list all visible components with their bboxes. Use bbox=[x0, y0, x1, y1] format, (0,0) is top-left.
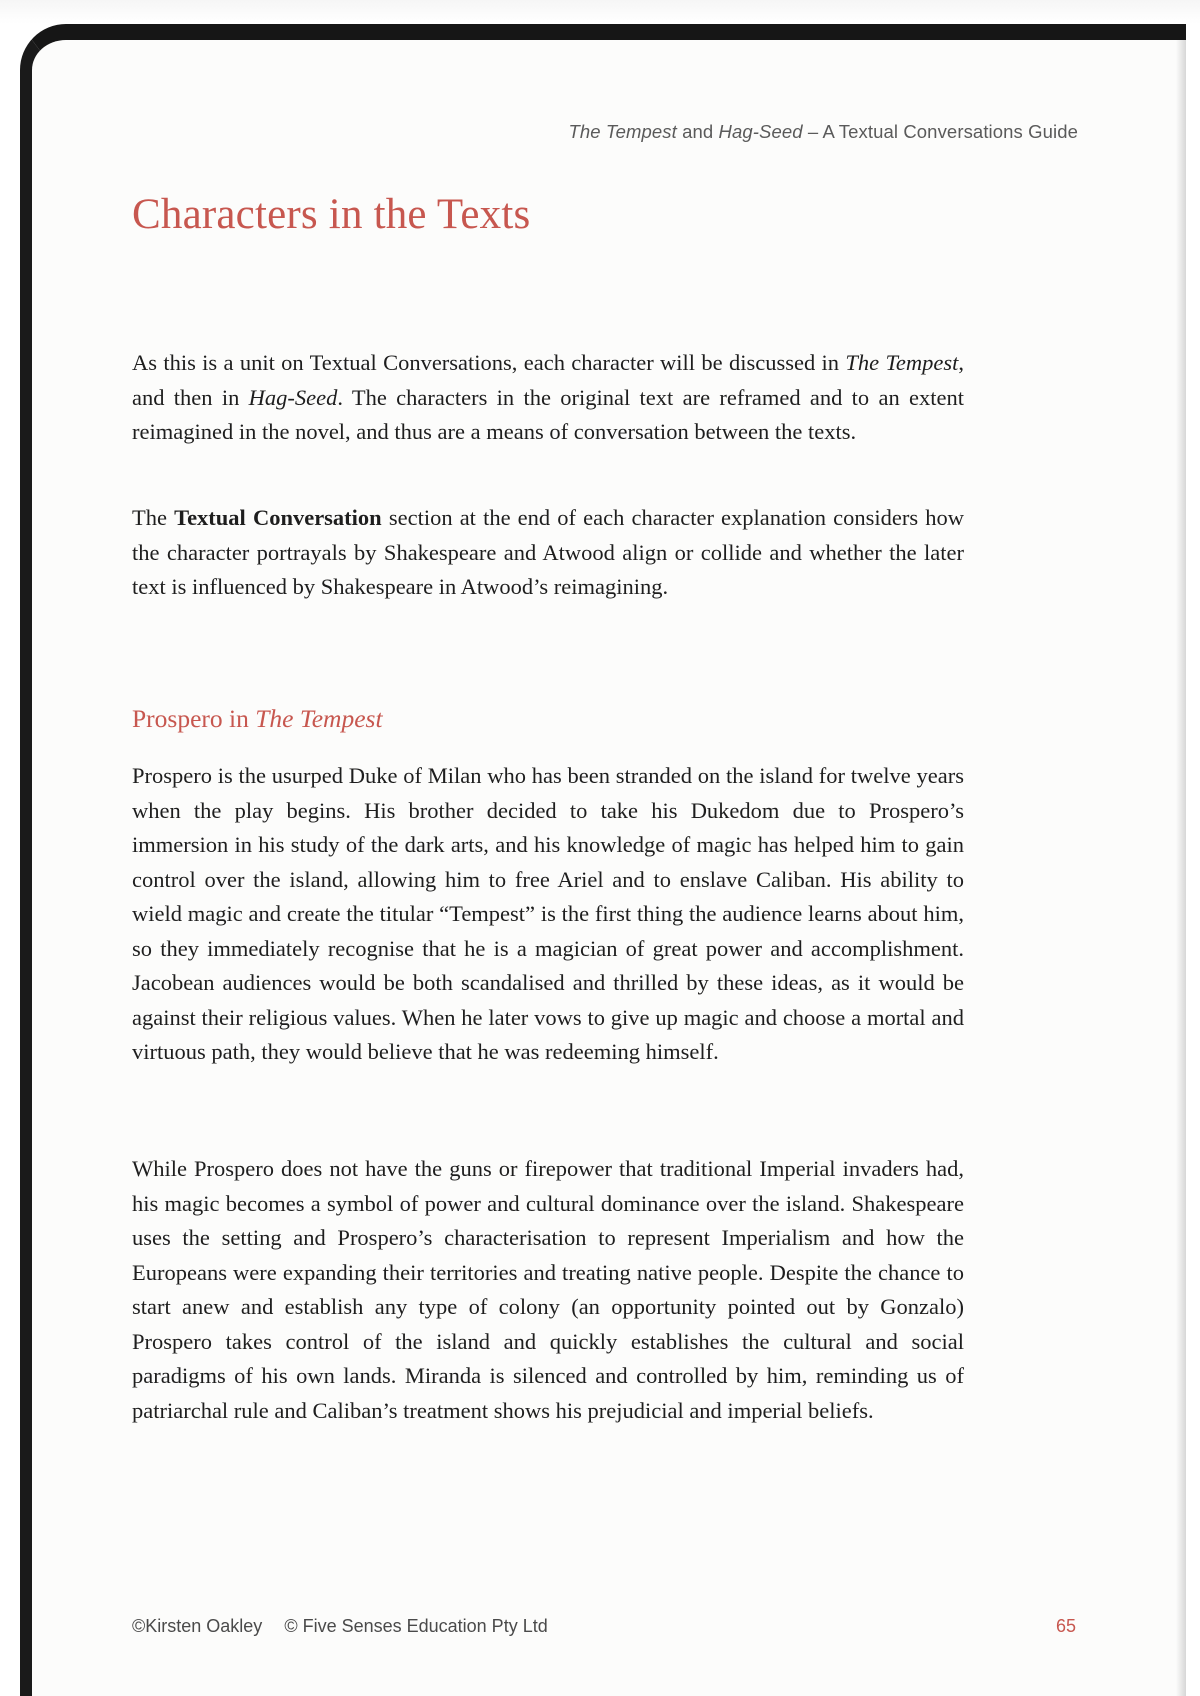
section-heading-italic-title: The Tempest bbox=[255, 704, 383, 733]
section-heading-prospero: Prospero in The Tempest bbox=[132, 704, 383, 733]
prospero-paragraph-2: While Prospero does not have the guns or firepower that traditional Imperial invaders had, his magic becomes a symbol of power and cultural dominance over the island. Shakespeare uses the setting and Prospero’s characterisation to represent Imperialism and how the Europeans were expanding their territories and treating native people. Despite the chance to start anew and establish any type of colony (an opportunity pointed out by Gonzalo) Prospero takes control of the island and quickly establishes the cultural and social paradigms of his own lands. Miranda is silenced and controlled by him, reminding us of patriarchal rule and Caliban’s treatment shows his prejudicial and imperial beliefs. bbox=[132, 1156, 964, 1423]
header-and: and bbox=[676, 121, 719, 142]
scan-edge bbox=[0, 0, 1200, 24]
footer-copyright bbox=[132, 1616, 548, 1637]
footer-publisher: © Five Senses Education Pty Ltd bbox=[284, 1616, 548, 1636]
bold-term-textual-conversation: Textual Conversation bbox=[174, 505, 382, 530]
page-title: Characters in the Texts bbox=[132, 191, 531, 238]
italic-title-hagseed: Hag-Seed bbox=[248, 384, 338, 410]
footer-author: ©Kirsten Oakley bbox=[132, 1616, 263, 1636]
page-number: 65 bbox=[1055, 1616, 1076, 1636]
running-header bbox=[568, 121, 1078, 143]
intro-paragraph-1: As this is a unit on Textual Conversations, each character will be discussed in The Tempest, and then in Hag-Seed. The characters in the original text are reframed and to an extent reimagined in the novel, and thus are a means of conversation between the texts. bbox=[132, 350, 964, 444]
prospero-paragraph-1: Prospero is the usurped Duke of Milan who has been stranded on the island for twelve years when the play begins. His brother decided to take his Dukedom due to Prospero’s immersion in his study of the dark arts, and his knowledge of magic has helped him to gain control over the island, allowing him to free Ariel and to enslave Caliban. His ability to wield magic and create the titular “Tempest” is the first thing the audience learns about him, so they immediately recognise that he is a magician of great power and accomplishment. Jacobean audiences would be both scandalised and thrilled by these ideas, as it would be against their religious values. When he later vows to give up magic and choose a mortal and virtuous path, they would believe that he was redeeming himself. bbox=[132, 763, 964, 1064]
italic-title-tempest: The Tempest bbox=[845, 350, 959, 375]
header-title-hagseed: Hag-Seed bbox=[718, 121, 803, 142]
document-page bbox=[20, 24, 1186, 1696]
intro-paragraph-2: The Textual Conversation section at the end of each character explanation considers how the character portrayals by Shakespeare and Atwood align or collide and whether the later text is influenced by Shakespeare in Atwood’s reimagining. bbox=[132, 505, 965, 599]
header-guide-title: – A Textual Conversations Guide bbox=[802, 121, 1078, 142]
header-title-tempest: The Tempest bbox=[568, 121, 677, 142]
